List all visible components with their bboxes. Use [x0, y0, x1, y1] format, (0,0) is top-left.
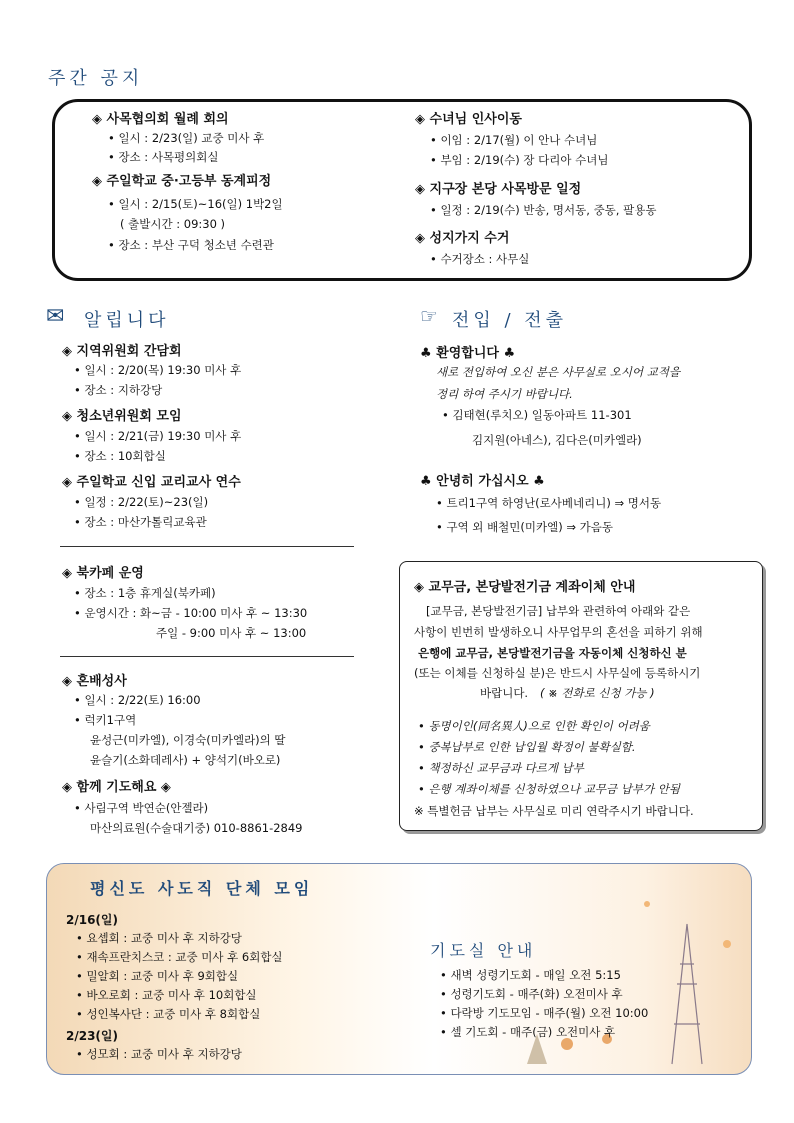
groups-date: 2/23(일) [66, 1029, 118, 1043]
account-paragraph: 바랍니다. [480, 686, 529, 700]
account-bullet: • 책정하신 교무금과 다르게 납부 [418, 761, 584, 775]
account-title: ◈ 교무금, 본당발전기금 계좌이체 안내 [414, 580, 636, 595]
account-note: ※ 특별헌금 납부는 사무실로 미리 연락주시기 바랍니다. [414, 804, 694, 818]
weekly-left-heading-1: ◈ 사목협의회 월례 회의 [92, 112, 229, 127]
farewell-heading: ♣ 안녕히 가십시오 ♣ [420, 474, 545, 489]
notice-heading: ◈ 주일학교 신입 교리교사 연수 [62, 475, 241, 490]
notice-item: • 일시 : 2/21(금) 19:30 미사 후 [74, 429, 242, 443]
weekly-left-item: • 장소 : 사목평의회실 [108, 150, 219, 164]
weekly-right-heading-1: ◈ 수녀님 인사이동 [415, 112, 522, 127]
prayer-item: • 다락방 기도모임 - 매주(월) 오전 10:00 [440, 1006, 649, 1020]
account-paragraph-bold: 은행에 교무금, 본당발전기금을 자동이체 신청하신 분 [418, 646, 687, 660]
weekly-right-heading-2: ◈ 지구장 본당 사목방문 일정 [415, 182, 582, 197]
notice-item: • 사림구역 박연순(안젤라) [74, 801, 209, 815]
farewell-item: • 트리1구역 하영난(로사베네리니) ⇒ 명서동 [436, 496, 662, 510]
prayer-item: • 셀 기도회 - 매주(금) 오전미사 후 [440, 1025, 616, 1039]
groups-title: 평신도 사도직 단체 모임 [90, 879, 314, 898]
account-paragraph: [교무금, 본당발전기금] 납부와 관련하여 아래와 같은 [426, 604, 691, 618]
weekly-right-item: • 일정 : 2/19(수) 반송, 명서동, 중동, 팔용동 [430, 203, 657, 217]
notice-item: • 일정 : 2/22(토)~23(일) [74, 495, 209, 509]
notice-item: 윤슬기(소화데레사) + 양석기(바오로) [90, 753, 281, 767]
welcome-line: 정리 하여 주시기 바랍니다. [436, 387, 573, 401]
weekly-title: 주간 공지 [48, 68, 144, 89]
weekly-left-item: • 일시 : 2/23(일) 교중 미사 후 [108, 131, 265, 145]
welcome-item: 김지원(아네스), 김다은(미카엘라) [472, 433, 642, 447]
notice-heading: ◈ 북카페 운영 [62, 566, 144, 581]
welcome-item: • 김태현(루치오) 일동아파트 11-301 [442, 408, 632, 422]
notice-item: 마산의료원(수술대기중) 010-8861-2849 [90, 821, 303, 835]
account-paragraph: (또는 이체를 신청하실 분)은 반드시 사무실에 등록하시기 [414, 666, 701, 680]
notice-item: • 일시 : 2/22(토) 16:00 [74, 693, 201, 707]
weekly-right-heading-3: ◈ 성지가지 수거 [415, 231, 510, 246]
weekly-left-item: ( 출발시간 : 09:30 ) [120, 217, 226, 231]
notice-item: • 장소 : 지하강당 [74, 383, 163, 397]
envelope-icon: ✉ [46, 304, 65, 329]
notice-title: 알립니다 [84, 310, 170, 331]
groups-item: • 요셉회 : 교중 미사 후 지하강당 [76, 931, 242, 945]
groups-date: 2/16(일) [66, 913, 118, 927]
groups-item: • 바오로회 : 교중 미사 후 10회합실 [76, 988, 257, 1002]
groups-item: • 성모회 : 교중 미사 후 지하강당 [76, 1047, 242, 1061]
account-bullet: • 중복납부로 인한 납입월 확정이 불확실함. [418, 740, 636, 754]
weekly-right-item: • 이임 : 2/17(월) 이 안나 수녀님 [430, 133, 598, 147]
divider [60, 656, 354, 657]
weekly-right-item: • 부임 : 2/19(수) 장 다리아 수녀님 [430, 153, 609, 167]
farewell-item: • 구역 외 배철민(미카엘) ⇒ 가음동 [436, 520, 613, 534]
prayer-title: 기도실 안내 [430, 941, 537, 960]
notice-heading: ◈ 함께 기도해요 ◈ [62, 780, 171, 795]
notice-item: • 장소 : 1층 휴게실(북카페) [74, 586, 216, 600]
notice-heading: ◈ 혼배성사 [62, 674, 127, 689]
notice-item: 윤성근(미카엘), 이경숙(미카엘라)의 딸 [90, 733, 286, 747]
weekly-right-item: • 수거장소 : 사무실 [430, 252, 530, 266]
groups-item: • 성인복사단 : 교중 미사 후 8회합실 [76, 1007, 261, 1021]
account-phone-note: ( ※ 전화로 신청 가능 ) [540, 686, 655, 700]
notice-item: • 운영시간 : 화~금 - 10:00 미사 후 ~ 13:30 [74, 606, 308, 620]
prayer-item: • 성령기도회 - 매주(화) 오전미사 후 [440, 987, 623, 1001]
weekly-left-heading-2: ◈ 주일학교 중·고등부 동계피정 [92, 174, 272, 189]
notice-item: • 럭키1구역 [74, 713, 137, 727]
account-paragraph: 사항이 빈번히 발생하오니 사무업무의 혼선을 피하기 위해 [414, 625, 703, 639]
transfer-title: 전입 / 전출 [452, 310, 568, 331]
account-bullet: • 동명이인(同名異人)으로 인한 확인이 어려움 [418, 719, 650, 733]
prayer-item: • 새벽 성령기도회 - 매일 오전 5:15 [440, 968, 621, 982]
groups-item: • 밀알회 : 교중 미사 후 9회합실 [76, 969, 239, 983]
welcome-line: 새로 전입하여 오신 분은 사무실로 오시어 교적을 [436, 365, 681, 379]
notice-heading: ◈ 청소년위원회 모임 [62, 409, 182, 424]
pointing-hand-icon: ☞ [420, 304, 438, 328]
divider [60, 546, 354, 547]
weekly-left-item: • 장소 : 부산 구덕 청소년 수련관 [108, 238, 274, 252]
notice-item: • 장소 : 10회합실 [74, 449, 166, 463]
welcome-heading: ♣ 환영합니다 ♣ [420, 346, 516, 361]
account-bullet: • 은행 계좌이체를 신청하였으나 교무금 납부가 안됨 [418, 782, 681, 796]
notice-heading: ◈ 지역위원회 간담회 [62, 344, 182, 359]
weekly-left-item: • 일시 : 2/15(토)~16(일) 1박2일 [108, 197, 283, 211]
notice-item: • 일시 : 2/20(목) 19:30 미사 후 [74, 363, 242, 377]
groups-item: • 재속프란치스코 : 교중 미사 후 6회합실 [76, 950, 283, 964]
notice-item: • 장소 : 마산가톨릭교육관 [74, 515, 207, 529]
notice-item: 주일 - 9:00 미사 후 ~ 13:00 [156, 626, 307, 640]
